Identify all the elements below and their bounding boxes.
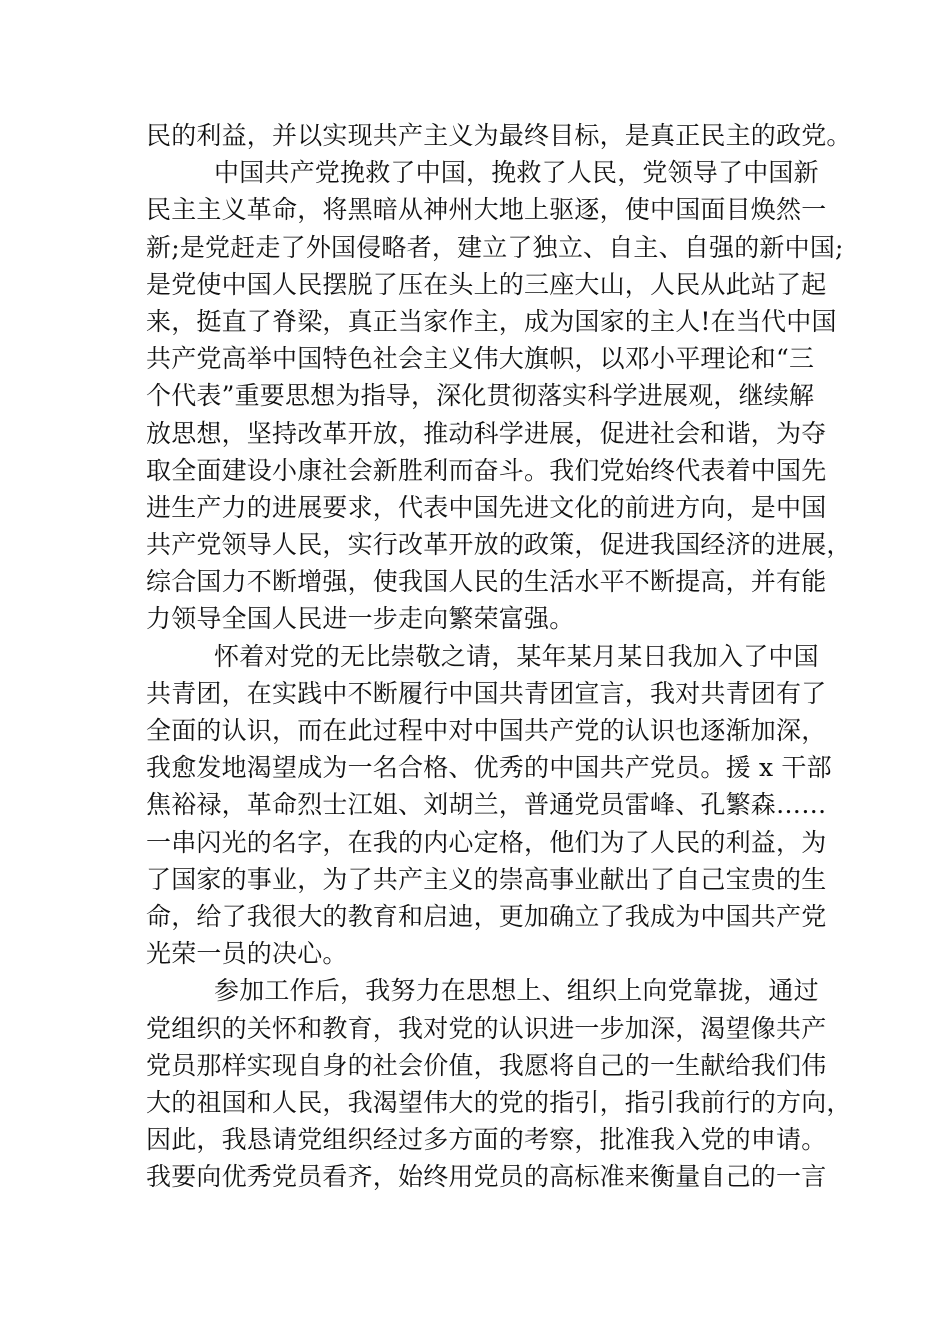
document-body: [146, 117, 852, 1195]
text-line: 一串闪光的名字，在我的内心定格，他们为了人民的利益，为: [146, 827, 827, 857]
text-line: 民主主义革命，将黑暗从神州大地上驱逐，使中国面目焕然一: [146, 195, 827, 225]
text-line: 民的利益，并以实现共产主义为最终目标，是真正民主的政党。: [146, 121, 852, 150]
text-line: 党员那样实现自身的社会价值，我愿将自己的一生献给我们伟: [146, 1050, 827, 1080]
text-line: 共青团，在实践中不断履行中国共青团宣言，我对共青团有了: [146, 678, 827, 708]
text-line: 党组织的关怀和教育，我对党的认识进一步加深，渴望像共产: [146, 1013, 827, 1043]
text-line: 共产党领导人民，实行改革开放的政策，促进我国经济的进展，: [146, 530, 852, 560]
text-line: 命，给了我很大的教育和启迪，更加确立了我成为中国共产党: [146, 901, 827, 931]
text-line: 了国家的事业，为了共产主义的崇高事业献出了自己宝贵的生: [146, 864, 827, 894]
text-line: 共产党高举中国特色社会主义伟大旗帜，以邓小平理论和“三: [146, 344, 815, 374]
paragraph-first-line: 怀着对党的无比崇敬之请，某年某月某日我加入了中国: [214, 641, 819, 671]
text-line: 个代表”重要思想为指导，深化贯彻落实科学进展观，继续解: [146, 381, 815, 411]
text-line: 新;是党赶走了外国侵略者，建立了独立、自主、自强的新中国;: [146, 232, 844, 262]
paragraph-first-line: 中国共产党挽救了中国，挽救了人民，党领导了中国新: [214, 158, 819, 188]
text-line: 大的祖国和人民，我渴望伟大的党的指引，指引我前行的方向，: [146, 1087, 852, 1117]
text-line: 取全面建设小康社会新胜利而奋斗。我们党始终代表着中国先: [146, 455, 827, 485]
text-line: 我愈发地渴望成为一名合格、优秀的中国共产党员。援 x 干部: [146, 753, 832, 783]
text-line: 进生产力的进展要求，代表中国先进文化的前进方向，是中国: [146, 492, 827, 522]
text-line: 放思想，坚持改革开放，推动科学进展，促进社会和谐，为夺: [146, 418, 827, 448]
text-line: 我要向优秀党员看齐，始终用党员的高标准来衡量自己的一言: [146, 1162, 827, 1192]
text-line: 全面的认识，而在此过程中对中国共产党的认识也逐渐加深，: [146, 716, 827, 745]
text-line: 光荣一员的决心。: [146, 939, 348, 969]
text-line: 来，挺直了脊梁，真正当家作主，成为国家的主人!在当代中国: [146, 306, 837, 336]
text-line: 因此，我恳请党组织经过多方面的考察，批准我入党的申请。: [146, 1125, 827, 1155]
paragraph-first-line: 参加工作后，我努力在思想上、组织上向党靠拢，通过: [214, 976, 819, 1006]
text-line: 综合国力不断增强，使我国人民的生活水平不断提高，并有能: [146, 567, 827, 597]
text-line: 焦裕禄，革命烈士江姐、刘胡兰，普通党员雷峰、孔繁森……: [146, 790, 827, 820]
text-line: 是党使中国人民摆脱了压在头上的三座大山，人民从此站了起: [146, 269, 827, 299]
text-line: 力领导全国人民进一步走向繁荣富强。: [146, 604, 575, 634]
